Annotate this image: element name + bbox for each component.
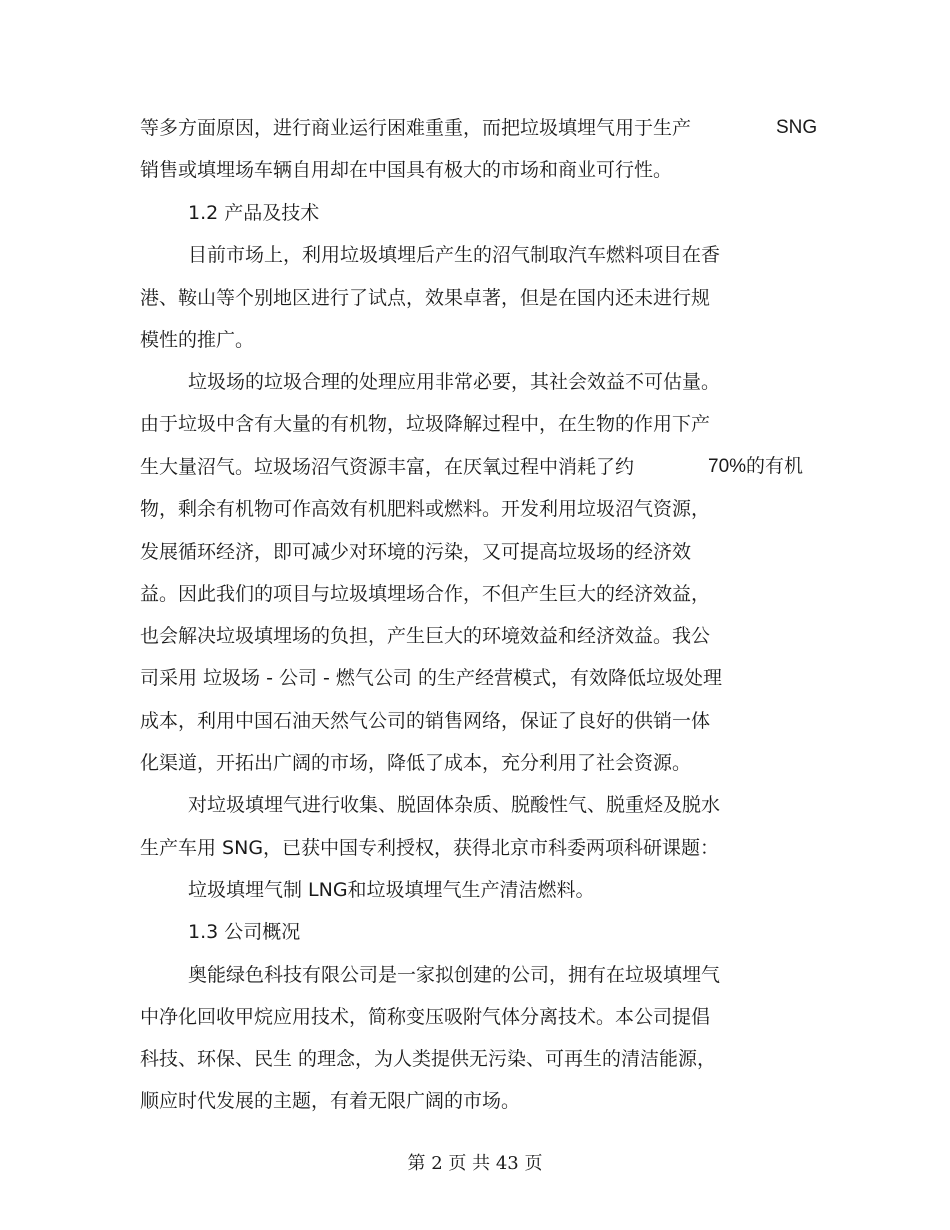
text-line-24: 顺应时代发展的主题，有着无限广阔的市场。 [140, 1090, 521, 1112]
text-line-12: 益。因此我们的项目与垃圾填埋场合作，不但产生巨大的经济效益， [140, 583, 711, 605]
text-line-7: 垃圾场的垃圾合理的处理应用非常必要，其社会效益不可估量。 [188, 371, 721, 393]
text-line-9: 生大量沼气。垃圾场沼气资源丰富，在厌氧过程中消耗了约 [140, 456, 635, 478]
text-line-15: 成本，利用中国石油天然气公司的销售网络，保证了良好的供销一体 [140, 710, 711, 732]
text-line-23: 科技、环保、民生 的理念，为人类提供无污染、可再生的清洁能源， [140, 1048, 717, 1070]
text-line-1: 等多方面原因，进行商业运行困难重重，而把垃圾填埋气用于生产 [140, 117, 692, 139]
text-line-10: 物，剩余有机物可作高效有机肥料或燃料。开发利用垃圾沼气资源， [140, 498, 711, 520]
text-line-5: 港、鞍山等个别地区进行了试点，效果卓著，但是在国内还未进行规 [140, 287, 711, 309]
text-line-21: 奥能绿色科技有限公司是一家拟创建的公司，拥有在垃圾填埋气 [188, 964, 721, 986]
text-line-19: 垃圾填埋气制 LNG和垃圾填埋气生产清洁燃料。 [188, 879, 595, 901]
section-heading-1-2: 1.2 产品及技术 [188, 202, 320, 224]
text-line-2: 销售或填埋场车辆自用却在中国具有极大的市场和商业可行性。 [140, 159, 673, 181]
text-line-11: 发展循环经济，即可减少对环境的污染，又可提高垃圾场的经济效 [140, 541, 692, 563]
text-line-18: 生产车用 SNG，已获中国专利授权，获得北京市科委两项科研课题： [140, 837, 720, 859]
text-line-14: 司采用 垃圾场 - 公司 - 燃气公司 的生产经营模式，有效降低垃圾处理 [140, 667, 722, 689]
text-line-13: 也会解决垃圾填埋场的负担，产生巨大的环境效益和经济效益。我公 [140, 625, 711, 647]
text-line-16: 化渠道，开拓出广阔的市场，降低了成本，充分利用了社会资源。 [140, 752, 692, 774]
inline-sng: SNG [776, 117, 818, 138]
page-number-footer: 第 2 页 共 43 页 [407, 1153, 543, 1174]
section-heading-1-3: 1.3 公司概况 [188, 921, 301, 943]
text-line-17: 对垃圾填埋气进行收集、脱固体杂质、脱酸性气、脱重烃及脱水 [188, 794, 721, 816]
text-line-8: 由于垃圾中含有大量的有机物，垃圾降解过程中，在生物的作用下产 [140, 413, 711, 435]
text-line-22: 中净化回收甲烷应用技术，简称变压吸附气体分离技术。本公司提倡 [140, 1006, 711, 1028]
text-line-6: 模性的推广。 [140, 329, 255, 351]
text-line-4: 目前市场上，利用垃圾填埋后产生的沼气制取汽车燃料项目在香 [188, 244, 721, 266]
inline-percent: 70%的有机 [708, 456, 804, 477]
